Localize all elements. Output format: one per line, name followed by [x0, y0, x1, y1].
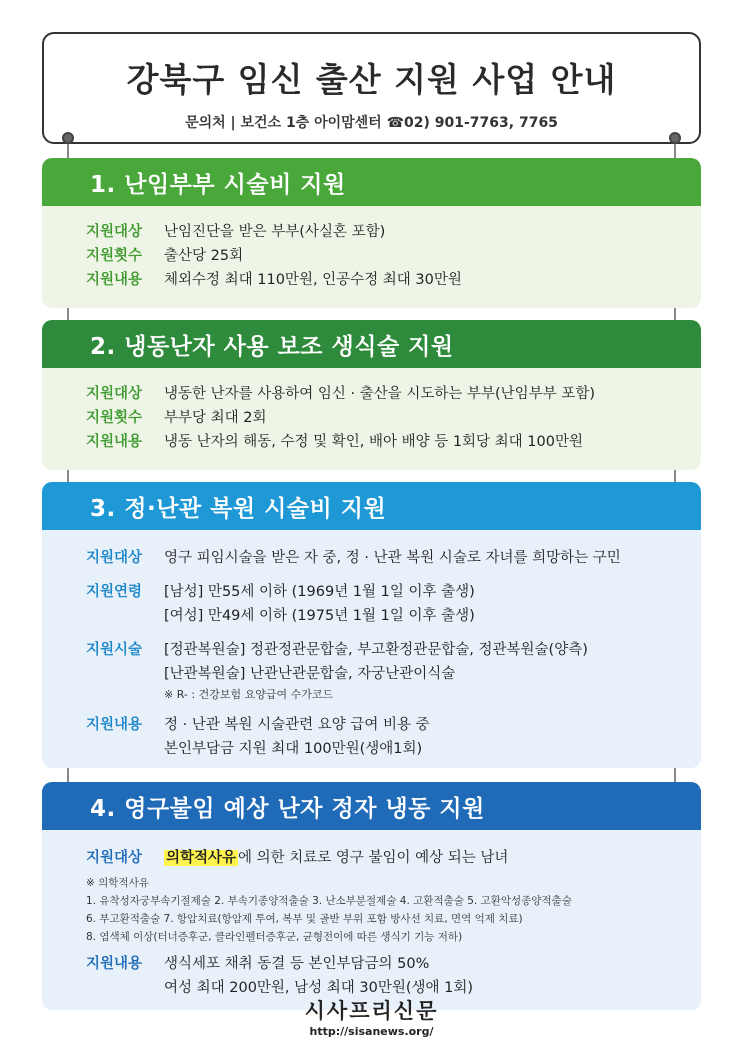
- section-heading: 4. 영구불임 예상 난자 정자 냉동 지원: [42, 782, 701, 830]
- value-content-1: 정 · 난관 복원 시술관련 요양 급여 비용 중: [164, 717, 430, 733]
- label-target: 지원대상: [86, 850, 143, 866]
- medical-reason-list-3: 8. 염색체 이상(터너증후군, 클라인펠터증후군, 균형전이에 따른 생식기 기능 저하): [86, 931, 463, 943]
- section-tubal-restoration-support: [42, 482, 701, 768]
- contact-info: 문의처 | 보건소 1층 아이맘센터 ☎02) 901-7763, 7765: [185, 115, 558, 131]
- value-age-female: [여성] 만49세 이하 (1975년 1월 1일 이후 출생): [164, 608, 475, 624]
- value-content-2: 본인부담금 지원 최대 100만원(생애1회): [164, 741, 423, 757]
- label-count: 지원횟수: [86, 248, 143, 264]
- page-title: 강북구 임신 출산 지원 사업 안내: [126, 60, 617, 99]
- publisher-logo: 시사프리신문: [304, 999, 439, 1023]
- value-content-2: 여성 최대 200만원, 남성 최대 30만원(생애 1회): [164, 980, 474, 996]
- value-procedure-male: [정관복원술] 정관정관문합술, 부고환정관문합술, 정관복원술(양측): [164, 642, 588, 658]
- value-procedure-female: [난관복원술] 난관난관문합술, 자궁난관이식술: [164, 666, 456, 682]
- section-heading: 3. 정·난관 복원 시술비 지원: [42, 482, 701, 530]
- value-content-1: 생식세포 채취 동결 등 본인부담금의 50%: [164, 956, 430, 972]
- medical-reason-list-1: 1. 유착성자궁부속기절제술 2. 부속기종양적출술 3. 난소부분절제술 4. 고환적출술 5. 고환악성종양적출술: [86, 895, 572, 907]
- procedure-note: ※ R- : 건강보험 요양급여 수가코드: [164, 688, 334, 701]
- section-heading: 2. 냉동난자 사용 보조 생식술 지원: [42, 320, 701, 368]
- value-target: 영구 피임시술을 받은 자 중, 정 · 난관 복원 시술로 자녀를 희망하는 구민: [164, 550, 621, 566]
- label-content: 지원내용: [86, 717, 143, 733]
- medical-reason-list-2: 6. 부고환적출술 7. 항암치료(항암제 투여, 복부 및 골반 부위 포함 방사선 치료, 면역 억제 치료): [86, 913, 523, 925]
- section-gamete-freezing-support: [42, 782, 701, 1010]
- publisher-url: http://sisanews.org/: [309, 1025, 434, 1038]
- value-target: 난임진단을 받은 부부(사실혼 포함): [164, 224, 386, 240]
- highlight-medical-reason: 의학적사유: [166, 850, 237, 866]
- value-count: 부부당 최대 2회: [164, 410, 267, 426]
- header-box: [42, 32, 701, 144]
- label-target: 지원대상: [86, 386, 143, 402]
- label-target: 지원대상: [86, 550, 143, 566]
- section-frozen-egg-support: [42, 320, 701, 470]
- value-count: 출산당 25회: [164, 248, 244, 264]
- medical-reason-note-title: ※ 의학적사유: [86, 877, 149, 889]
- label-content: 지원내용: [86, 272, 143, 288]
- label-procedure: 지원시술: [86, 642, 143, 658]
- pin-icon: [669, 132, 681, 144]
- pin-icon: [62, 132, 74, 144]
- label-content: 지원내용: [86, 956, 143, 972]
- value-content: 냉동 난자의 해동, 수정 및 확인, 배아 배양 등 1회당 최대 100만원: [164, 434, 583, 450]
- value-target-rest: 에 의한 치료로 영구 불임이 예상 되는 남녀: [238, 850, 509, 866]
- value-content: 체외수정 최대 110만원, 인공수정 최대 30만원: [164, 272, 462, 288]
- label-count: 지원횟수: [86, 410, 143, 426]
- value-age-male: [남성] 만55세 이하 (1969년 1월 1일 이후 출생): [164, 584, 475, 600]
- section-infertility-support: [42, 158, 701, 308]
- label-target: 지원대상: [86, 224, 143, 240]
- label-content: 지원내용: [86, 434, 143, 450]
- section-heading: 1. 난임부부 시술비 지원: [42, 158, 701, 206]
- label-age: 지원연령: [86, 584, 143, 600]
- publisher-watermark: [0, 995, 743, 1038]
- value-target: 냉동한 난자를 사용하여 임신 · 출산을 시도하는 부부(난임부부 포함): [164, 386, 595, 402]
